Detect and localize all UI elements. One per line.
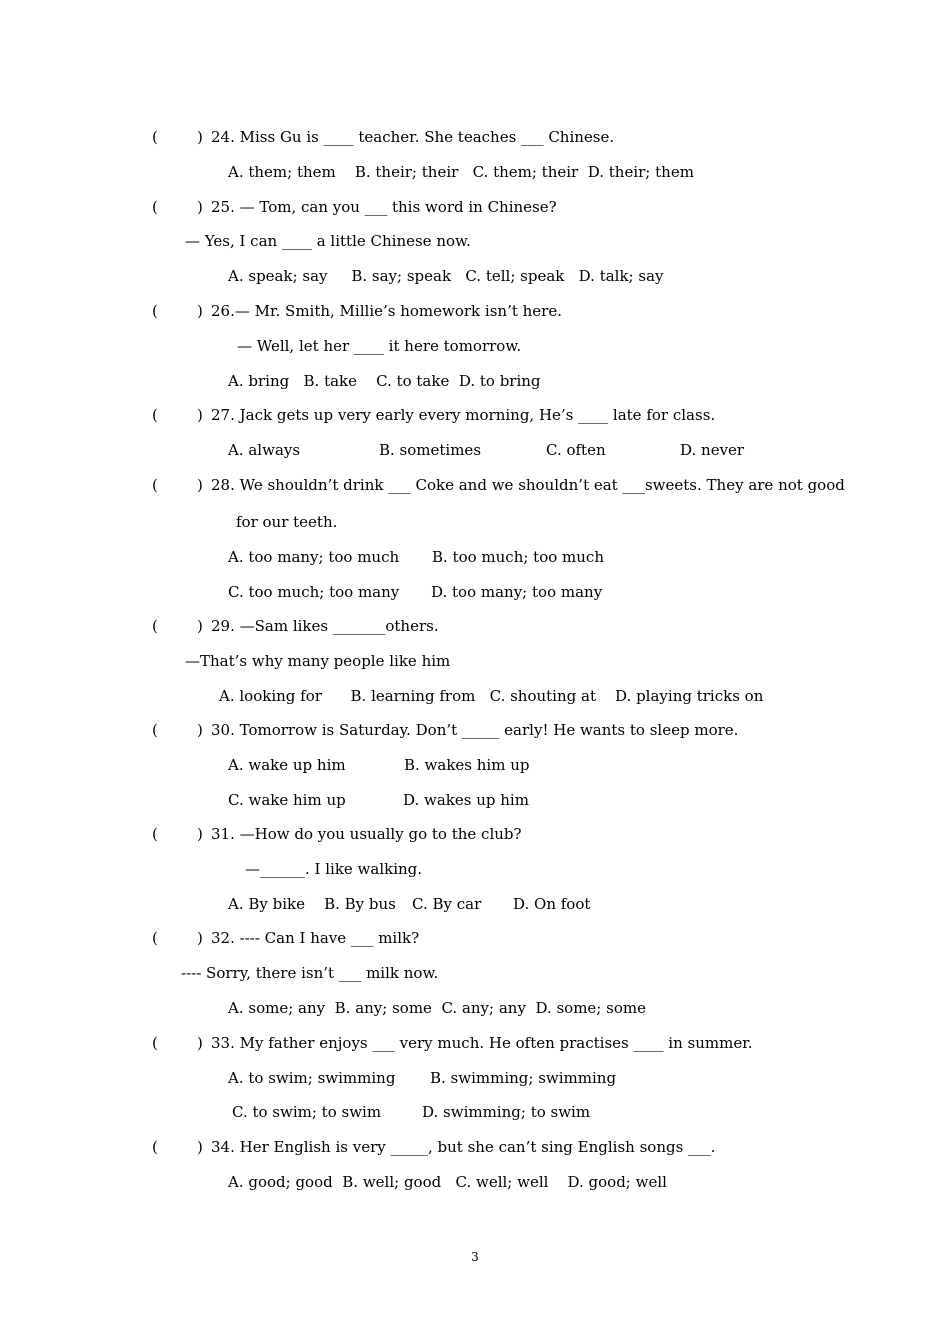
question-24-options: A. them; them B. their; their C. them; their D. their; them — [228, 163, 694, 181]
answer-bracket-open: ( — [152, 476, 158, 494]
question-25-stem: 25. — Tom, can you ___ this word in Chinese? — [211, 198, 557, 216]
question-26-options: A. bring B. take C. to take D. to bring — [228, 372, 541, 390]
question-28-option-d: D. too many; too many — [431, 583, 603, 601]
question-27-stem: 27. Jack gets up very early every morning, He’s ____ late for class. — [211, 406, 716, 424]
question-27-option-d: D. never — [680, 441, 745, 459]
answer-bracket-open: ( — [152, 929, 158, 947]
question-25-dialog: — Yes, I can ____ a little Chinese now. — [185, 232, 471, 250]
question-30-option-a: A. wake up him — [228, 756, 346, 774]
answer-bracket-open: ( — [152, 1034, 158, 1052]
answer-bracket-open: ( — [152, 721, 158, 739]
answer-bracket-close: ) — [197, 929, 203, 947]
question-28-option-b: B. too much; too much — [432, 548, 604, 566]
answer-bracket-close: ) — [197, 721, 203, 739]
answer-bracket-close: ) — [197, 128, 203, 146]
answer-bracket-open: ( — [152, 128, 158, 146]
question-31-option-c: C. By car — [412, 895, 482, 913]
question-31-option-d: D. On foot — [513, 895, 591, 913]
answer-bracket-close: ) — [197, 825, 203, 843]
question-29-dialog: —That’s why many people like him — [185, 652, 451, 670]
question-26-stem: 26.— Mr. Smith, Millie’s homework isn’t here. — [211, 302, 562, 320]
question-30-option-d: D. wakes up him — [403, 791, 529, 809]
question-32-dialog: ---- Sorry, there isn’t ___ milk now. — [181, 964, 439, 982]
question-33-option-b: B. swimming; swimming — [430, 1069, 617, 1087]
question-32-stem: 32. ---- Can I have ___ milk? — [211, 929, 420, 947]
answer-bracket-open: ( — [152, 1138, 158, 1156]
answer-bracket-close: ) — [197, 617, 203, 635]
answer-bracket-close: ) — [197, 1034, 203, 1052]
question-28-option-a: A. too many; too much — [228, 548, 400, 566]
answer-bracket-close: ) — [197, 302, 203, 320]
question-34-stem: 34. Her English is very _____, but she can’t sing English songs ___. — [211, 1138, 716, 1156]
page-number: 3 — [471, 1250, 479, 1264]
question-29-options: A. looking for B. learning from C. shouting at D. playing tricks on — [219, 687, 764, 705]
question-24-stem: 24. Miss Gu is ____ teacher. She teaches ___ Chinese. — [211, 128, 615, 146]
answer-bracket-close: ) — [197, 406, 203, 424]
question-28-stem: 28. We shouldn’t drink ___ Coke and we shouldn’t eat ___sweets. They are not good — [211, 476, 845, 494]
question-33-stem: 33. My father enjoys ___ very much. He often practises ____ in summer. — [211, 1034, 753, 1052]
question-27-option-a: A. always — [228, 441, 301, 459]
question-25-options: A. speak; say B. say; speak C. tell; speak D. talk; say — [228, 267, 664, 285]
question-29-stem: 29. —Sam likes _______others. — [211, 617, 439, 635]
question-31-option-ab: A. By bike B. By bus — [228, 895, 396, 913]
answer-bracket-open: ( — [152, 617, 158, 635]
answer-bracket-open: ( — [152, 406, 158, 424]
question-34-options: A. good; good B. well; good C. well; well D. good; well — [228, 1173, 667, 1191]
answer-bracket-close: ) — [197, 198, 203, 216]
answer-bracket-close: ) — [197, 476, 203, 494]
answer-bracket-close: ) — [197, 1138, 203, 1156]
question-33-option-a: A. to swim; swimming — [228, 1069, 396, 1087]
answer-bracket-open: ( — [152, 198, 158, 216]
question-28-stem-continued: for our teeth. — [236, 513, 338, 531]
answer-bracket-open: ( — [152, 302, 158, 320]
answer-bracket-open: ( — [152, 825, 158, 843]
question-27-option-c: C. often — [546, 441, 606, 459]
question-28-option-c: C. too much; too many — [228, 583, 400, 601]
question-26-dialog: — Well, let her ____ it here tomorrow. — [237, 337, 522, 355]
question-27-option-b: B. sometimes — [379, 441, 482, 459]
question-30-option-b: B. wakes him up — [404, 756, 530, 774]
question-33-option-d: D. swimming; to swim — [422, 1103, 591, 1121]
question-31-dialog: —______. I like walking. — [245, 860, 423, 878]
question-30-option-c: C. wake him up — [228, 791, 346, 809]
question-32-options: A. some; any B. any; some C. any; any D. some; some — [228, 999, 646, 1017]
question-30-stem: 30. Tomorrow is Saturday. Don’t _____ early! He wants to sleep more. — [211, 721, 739, 739]
question-31-stem: 31. —How do you usually go to the club? — [211, 825, 522, 843]
question-33-option-c: C. to swim; to swim — [232, 1103, 382, 1121]
